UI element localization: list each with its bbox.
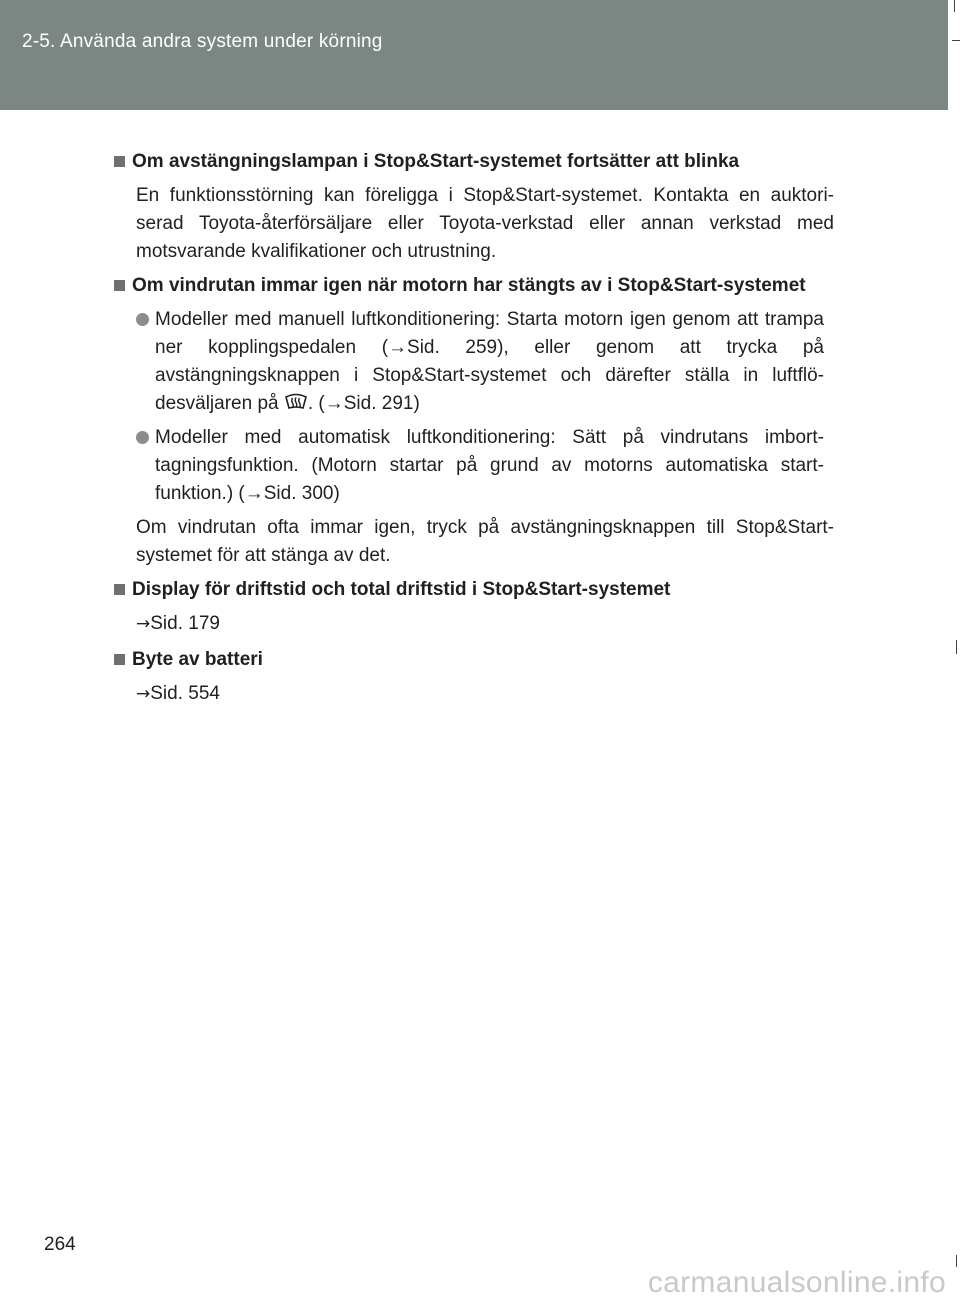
arrow-right-icon: →: [136, 684, 151, 704]
crop-mark: [954, 0, 955, 12]
section-operating-time-display: [114, 576, 834, 638]
square-bullet-icon: [114, 156, 125, 167]
square-bullet-icon: [114, 584, 125, 595]
section-windshield-fog: [114, 272, 834, 570]
arrow-right-icon: →: [136, 614, 151, 634]
crop-mark: [956, 640, 957, 654]
list-item: Modeller med manuell luftkonditionering: Starta motorn igen genom att trampa ner kopplingspedalen (→Sid. 259), eller genom att trycka på avstängningsknappen i Stop&Start-systemet och därefter ställa in luftflö-desväljaren på . (→Sid. 291): [136, 306, 834, 418]
square-bullet-icon: [114, 654, 125, 665]
round-bullet-icon: [136, 313, 149, 326]
page-reference[interactable]: →Sid. 554: [136, 683, 220, 704]
section-heading: Om vindrutan immar igen när motorn har stängts av i Stop&Start-systemet: [114, 272, 834, 300]
section-heading: Byte av batteri: [114, 646, 834, 674]
page-number: 264: [44, 1234, 76, 1255]
round-bullet-icon: [136, 431, 149, 444]
page-reference[interactable]: →Sid. 179: [136, 613, 220, 634]
section-heading: Display för driftstid och total driftstid i Stop&Start-systemet: [114, 576, 834, 604]
section-battery-replacement: [114, 646, 834, 708]
crop-mark: [952, 40, 960, 41]
crop-mark: [956, 1255, 957, 1267]
square-bullet-icon: [114, 280, 125, 291]
section-paragraph: Om vindrutan ofta immar igen, tryck på avstängningsknappen till Stop&Start-systemet för att stänga av det.: [136, 517, 834, 566]
chapter-header-band: [0, 0, 948, 110]
page-content: [114, 148, 834, 716]
windshield-defroster-icon: [284, 391, 308, 413]
chapter-title: 2-5. Använda andra system under körning: [22, 31, 383, 52]
list-item: Modeller med automatisk luftkonditionering: Sätt på vindrutans imbort-tagningsfunktion. (Motorn startar på grund av motorns automatiska start-funktion.) (→Sid. 300): [136, 424, 834, 508]
watermark: carmanualsonline.info: [647, 1266, 946, 1299]
section-stop-start-lamp: [114, 148, 834, 266]
section-heading: Om avstängningslampan i Stop&Start-systemet fortsätter att blinka: [114, 148, 834, 176]
section-paragraph: En funktionsstörning kan föreligga i Stop&Start-systemet. Kontakta en auktori-serad Toyota-återförsäljare eller Toyota-verkstad eller annan verkstad med motsvarande kvalifikationer och utrustning.: [136, 185, 834, 262]
